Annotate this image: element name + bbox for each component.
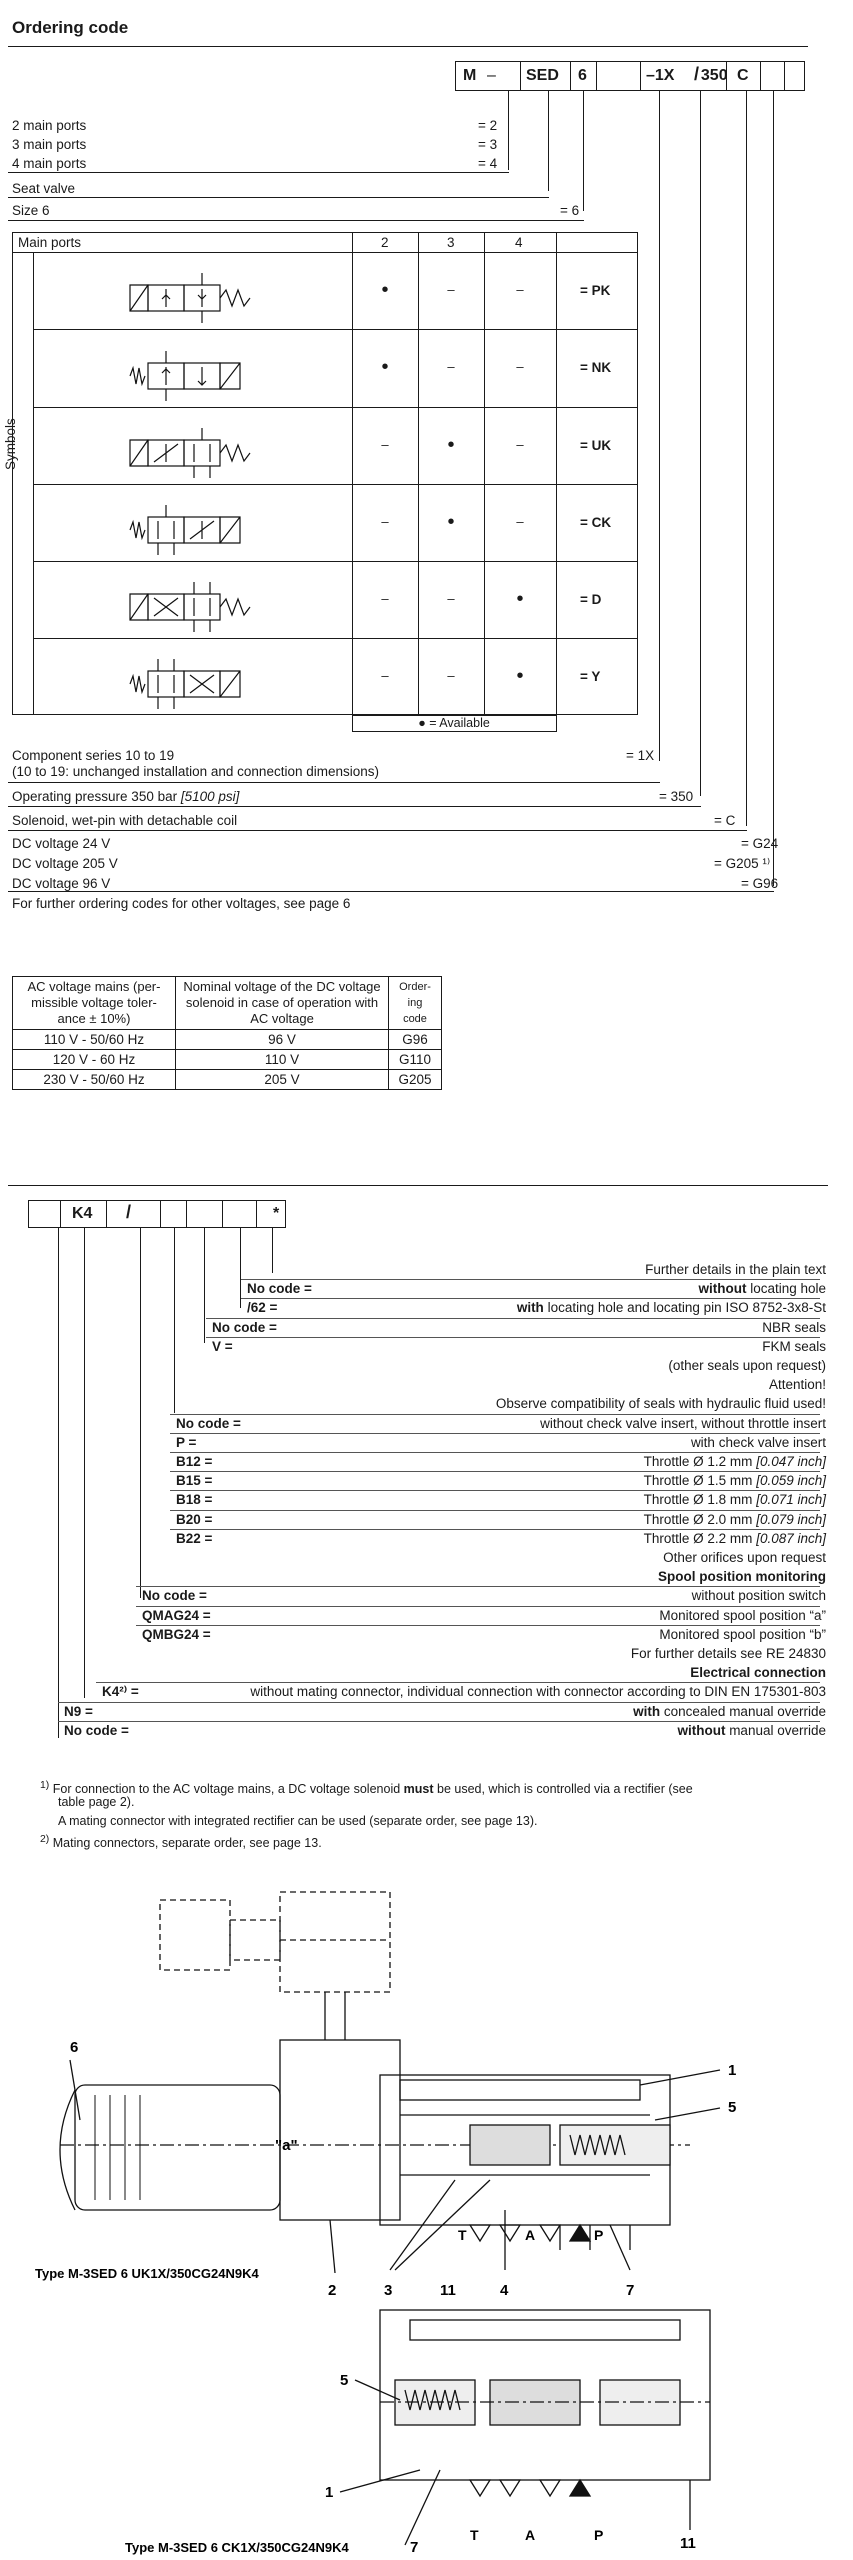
solenoid-housing — [75, 2085, 280, 2210]
option-17-code: No code = — [142, 1588, 207, 1604]
symbol-row-6-col-2: – — [381, 667, 389, 683]
symbol-ck — [130, 505, 240, 555]
voltage-96-code: = G96 — [741, 876, 779, 891]
symbol-row-3-col-3: • — [447, 433, 455, 456]
voltage-24-code: = G24 — [741, 836, 779, 851]
label-4: 4 — [500, 2282, 509, 2299]
option-0-desc: Further details in the plain text — [645, 1262, 826, 1277]
option-5-desc: (other seals upon request) — [668, 1358, 826, 1373]
symbol-row-4-code: = CK — [580, 514, 612, 530]
symbol-row-5-col-4: • — [516, 587, 524, 610]
code-box-pressure: 350 — [700, 67, 728, 84]
ports-2-label: 2 main ports — [12, 118, 87, 133]
symbol-row-1-col-2: • — [381, 278, 389, 301]
label-1b: 1 — [325, 2484, 334, 2501]
ac-row3-nominal: 205 V — [176, 1070, 389, 1090]
label-11b: 11 — [680, 2535, 696, 2552]
series-code: = 1X — [626, 748, 655, 763]
footnote-2: $^{2)}$ Mating connectors, separate order, see page 13. — [40, 1834, 322, 1851]
symbol-row-6-code: = Y — [580, 668, 601, 684]
ports-3-label: 3 main ports — [12, 137, 87, 152]
voltage-note: For further ordering codes for other voltages, see page 6 — [12, 896, 351, 911]
symbol-row-4-col-3: • — [447, 510, 455, 533]
option-13-code: B20 = — [176, 1511, 213, 1527]
option-22-desc: without mating connector, individual connection with connector according to DIN EN 175301-803 — [250, 1684, 826, 1700]
label-5: 5 — [728, 2099, 737, 2116]
ac-row2-code: G110 — [389, 1050, 442, 1070]
option-14-desc: Throttle Ø 2.2 mm [0.087 inch] — [643, 1530, 826, 1546]
code-box-m: M — [463, 67, 477, 84]
footnote-1-line2: table page 2). — [58, 1795, 135, 1809]
symbol-row-2-code: = NK — [580, 359, 612, 375]
connector-outline — [160, 1892, 390, 1992]
option-23-code: N9 = — [64, 1703, 93, 1719]
option-22-code: K4²⁾ = — [102, 1684, 139, 1700]
option-18-code: QMAG24 = — [142, 1607, 211, 1623]
label-3: 3 — [384, 2282, 393, 2299]
option-10-desc: Throttle Ø 1.2 mm [0.047 inch] — [643, 1454, 826, 1469]
symbol-nk — [130, 351, 240, 401]
available-legend: ● = Available — [418, 716, 490, 730]
ac-row1-mains: 110 V - 50/60 Hz — [13, 1030, 176, 1050]
option-19-code: QMBG24 = — [142, 1626, 211, 1642]
leader-ports — [508, 91, 509, 170]
seat-valve-label: Seat valve — [12, 181, 76, 196]
leader-seat — [548, 91, 549, 191]
option-12-desc: Throttle Ø 1.8 mm [0.071 inch] — [643, 1492, 826, 1508]
code2-slash: / — [126, 1202, 132, 1222]
symbol-uk — [130, 428, 250, 478]
symbol-row-3-code: = UK — [580, 437, 612, 453]
ac-row2-nominal: 110 V — [176, 1050, 389, 1070]
option-24-code: No code = — [64, 1722, 129, 1738]
option-3-code: No code = — [212, 1319, 277, 1335]
code-slash: / — [694, 64, 700, 84]
size-label: Size 6 — [12, 203, 50, 218]
option-3-desc: NBR seals — [762, 1319, 826, 1335]
option-8-desc: without check valve insert, without throttle insert — [540, 1415, 826, 1431]
option-9-code: P = — [176, 1434, 197, 1450]
size-code: = 6 — [560, 203, 580, 218]
ac-voltage-table — [12, 976, 442, 1090]
voltage-24-label: DC voltage 24 V — [12, 836, 111, 851]
code2-box-k4: K4 — [72, 1205, 93, 1222]
symbol-row-4-col-2: – — [381, 513, 389, 529]
option-9-desc: with check valve insert — [690, 1434, 826, 1450]
ac-row2-mains: 120 V - 60 Hz — [13, 1050, 176, 1070]
ports-4-code: = 4 — [478, 156, 498, 171]
option-14-code: B22 = — [176, 1530, 213, 1546]
option-17-desc: without position switch — [691, 1588, 826, 1604]
pressure-code: = 350 — [659, 789, 694, 804]
ac-header-code: Order-ing code — [389, 977, 442, 1030]
ac-header-nominal: Nominal voltage of the DC voltage solenoid in case of operation with AC voltage — [176, 977, 389, 1030]
label-a: "a" — [275, 2137, 298, 2154]
label-2: 2 — [328, 2282, 337, 2299]
option-11-code: B15 = — [176, 1473, 213, 1489]
option-20-desc: For further details see RE 24830 — [630, 1646, 826, 1661]
label-6: 6 — [70, 2039, 79, 2056]
ac-row1-nominal: 96 V — [176, 1030, 389, 1050]
port-p: P — [594, 2227, 604, 2243]
type-label-1: Type M-3SED 6 UK1X/350CG24N9K4 — [35, 2266, 259, 2281]
symbol-row-3-col-2: – — [381, 436, 389, 452]
symbol-row-2-col-4: – — [516, 358, 524, 374]
symbol-row-2-col-2: • — [381, 355, 389, 378]
leader-series — [659, 91, 660, 761]
symbol-row-5-col-2: – — [381, 590, 389, 606]
label-5b: 5 — [340, 2372, 349, 2389]
page-title: Ordering code — [12, 18, 129, 37]
port-p2: P — [594, 2527, 604, 2543]
ports-4-label: 4 main ports — [12, 156, 87, 171]
title-rule — [8, 46, 808, 47]
symbol-row-5-code: = D — [580, 591, 602, 607]
section2-rule — [8, 1185, 828, 1186]
voltage-205-code: = G205 ¹⁾ — [714, 856, 771, 871]
option-2-desc: with locating hole and locating pin ISO 8752-3x8-St — [516, 1300, 826, 1316]
leader-pressure — [700, 91, 701, 796]
symbols-side-label: Symbols — [3, 418, 18, 470]
option-4-code: V = — [212, 1338, 233, 1354]
type-label-2: Type M-3SED 6 CK1X/350CG24N9K4 — [125, 2540, 349, 2555]
leader-size — [583, 91, 584, 211]
solenoid-label: Solenoid, wet-pin with detachable coil — [12, 813, 238, 828]
code-strip — [455, 61, 805, 91]
option-7-desc: Observe compatibility of seals with hydraulic fluid used! — [495, 1396, 826, 1412]
option-8-code: No code = — [176, 1415, 241, 1431]
symbol-row-1-code: = PK — [580, 282, 611, 298]
col-2: 2 — [381, 235, 389, 250]
symbol-row-3-col-4: – — [516, 436, 524, 452]
option-1-desc: without locating hole — [698, 1281, 826, 1297]
option-16-desc: Spool position monitoring — [658, 1569, 826, 1585]
label-1: 1 — [728, 2062, 737, 2079]
symbol-y — [130, 659, 240, 709]
option-19-desc: Monitored spool position “b” — [659, 1626, 826, 1642]
option-11-desc: Throttle Ø 1.5 mm [0.059 inch] — [643, 1473, 826, 1489]
symbol-row-6-col-4: • — [516, 664, 524, 687]
code2-strip — [28, 1200, 286, 1228]
option-15-desc: Other orifices upon request — [663, 1550, 826, 1565]
symbol-row-5-col-3: – — [447, 590, 455, 606]
port-a2: A — [525, 2527, 536, 2543]
valve-symbols — [120, 255, 270, 715]
code-sep: – — [487, 67, 496, 84]
option-2-code: /62 = — [247, 1300, 278, 1316]
option-18-desc: Monitored spool position “a” — [659, 1607, 826, 1623]
series-line2: (10 to 19: unchanged installation and connection dimensions) — [12, 764, 379, 779]
option-21-desc: Electrical connection — [690, 1665, 826, 1681]
option-12-code: B18 = — [176, 1492, 213, 1508]
port-a: A — [525, 2227, 536, 2243]
ac-row1-code: G96 — [389, 1030, 442, 1050]
symbols-header: Main ports — [18, 235, 82, 250]
symbol-row-1-col-4: – — [516, 281, 524, 297]
option-6-desc: Attention! — [768, 1377, 826, 1393]
option-1-code: No code = — [247, 1281, 312, 1297]
footnote-1-line3: A mating connector with integrated rectifier can be used (separate order, see page 13). — [58, 1814, 538, 1828]
pressure-label: Operating pressure 350 bar [5100 psi] — [12, 789, 240, 804]
series-line1: Component series 10 to 19 — [12, 748, 175, 763]
port-t2: T — [470, 2527, 479, 2543]
col-4: 4 — [515, 235, 523, 250]
port-t: T — [458, 2227, 467, 2243]
option-10-code: B12 = — [176, 1454, 213, 1469]
symbol-row-4-col-4: – — [516, 513, 524, 529]
ac-header-mains: AC voltage mains (per-missible voltage toler-ance ± 10%) — [13, 977, 176, 1030]
symbol-pk — [130, 273, 250, 323]
label-7b: 7 — [410, 2539, 419, 2556]
code2-box-star: * — [273, 1205, 280, 1222]
label-7: 7 — [626, 2282, 635, 2299]
code-box-solenoid: C — [737, 67, 749, 84]
col-3: 3 — [447, 235, 455, 250]
footnote-1: $^{1)}$ For connection to the AC voltage mains, a DC voltage solenoid must be used, which is controlled via a rectifier (see — [40, 1780, 693, 1797]
label-11: 11 — [440, 2282, 456, 2299]
ports-2-code: = 2 — [478, 118, 498, 133]
option-24-desc: without manual override — [677, 1722, 826, 1738]
symbol-d — [130, 582, 250, 632]
leader-solenoid — [746, 91, 747, 826]
leader-voltage — [773, 91, 774, 886]
coil — [280, 2040, 400, 2220]
ac-row3-code: G205 — [389, 1070, 442, 1090]
symbols-table — [12, 232, 638, 715]
sectional-drawings — [0, 1880, 853, 2560]
code-box-size: 6 — [578, 67, 587, 84]
code-box-series: –1X — [646, 67, 675, 84]
option-23-desc: with concealed manual override — [633, 1703, 826, 1719]
voltage-205-label: DC voltage 205 V — [12, 856, 118, 871]
code-box-sed: SED — [526, 67, 559, 84]
option-4-desc: FKM seals — [762, 1338, 826, 1354]
ac-row3-mains: 230 V - 50/60 Hz — [13, 1070, 176, 1090]
ports-3-code: = 3 — [478, 137, 498, 152]
option-13-desc: Throttle Ø 2.0 mm [0.079 inch] — [643, 1511, 826, 1527]
symbol-row-1-col-3: – — [447, 281, 455, 297]
voltage-96-label: DC voltage 96 V — [12, 876, 111, 891]
symbol-row-2-col-3: – — [447, 358, 455, 374]
solenoid-code: = C — [714, 813, 736, 828]
symbol-row-6-col-3: – — [447, 667, 455, 683]
